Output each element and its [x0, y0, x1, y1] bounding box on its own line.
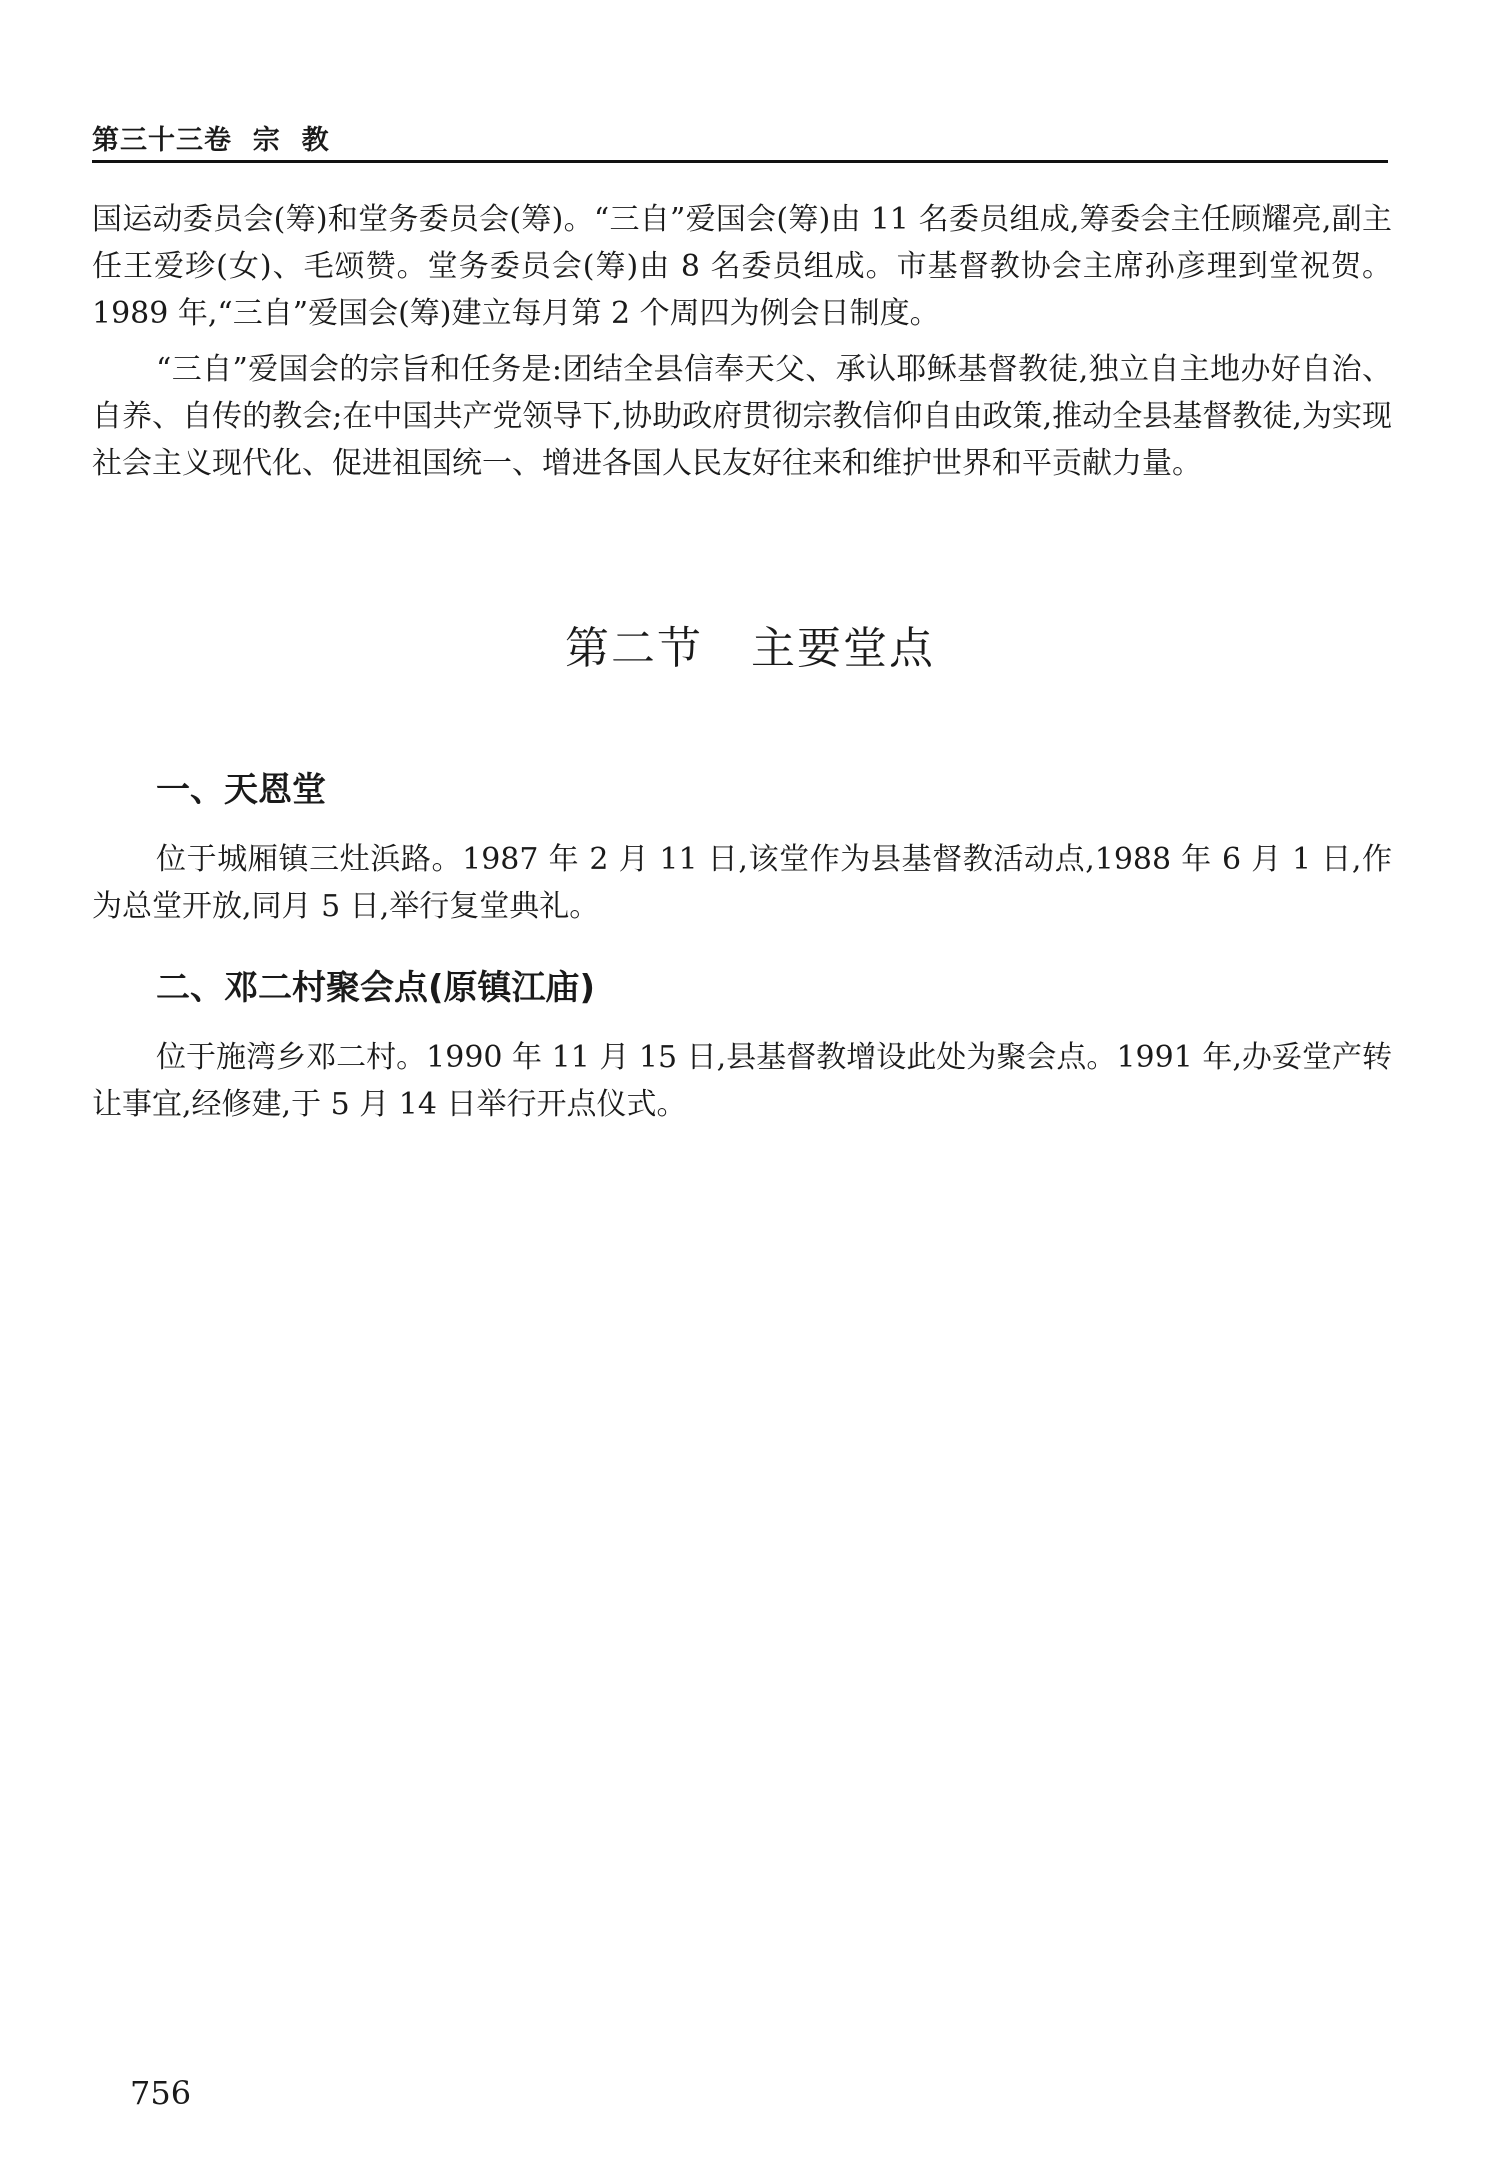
- subsection-body-tianen: 位于城厢镇三灶浜路。1987 年 2 月 11 日,该堂作为县基督教活动点,1988 年 6 月 1 日,作为总堂开放,同月 5 日,举行复堂典礼。: [92, 842, 1392, 924]
- paragraph-continued: 国运动委员会(筹)和堂务委员会(筹)。“三自”爱国会(筹)由 11 名委员组成,筹委会主任顾耀亮,副主任王爱珍(女)、毛颂赞。堂务委员会(筹)由 8 名委员组成。市基督教协会主席孙彦理到堂祝贺。1989 年,“三自”爱国会(筹)建立每月第 2 个周四为例会日制度。: [92, 202, 1392, 331]
- page-number: 756: [130, 2074, 192, 2112]
- subsection-body-denger: 位于施湾乡邓二村。1990 年 11 月 15 日,县基督教增设此处为聚会点。1991 年,办妥堂产转让事宜,经修建,于 5 月 14 日举行开点仪式。: [92, 1040, 1392, 1122]
- header-rule: [92, 160, 1388, 163]
- subsection-heading-denger: 二、邓二村聚会点(原镇江庙): [156, 968, 596, 1008]
- running-header: 第三十三卷 宗 教: [92, 125, 330, 156]
- subsection-heading-tianen: 一、天恩堂: [156, 770, 326, 810]
- section-title: 第二节 主要堂点: [565, 623, 935, 674]
- paragraph-purpose: “三自”爱国会的宗旨和任务是:团结全县信奉天父、承认耶稣基督教徒,独立自主地办好自治、自养、自传的教会;在中国共产党领导下,协助政府贯彻宗教信仰自由政策,推动全县基督教徒,为实现社会主义现代化、促进祖国统一、增进各国人民友好往来和维护世界和平贡献力量。: [92, 352, 1392, 481]
